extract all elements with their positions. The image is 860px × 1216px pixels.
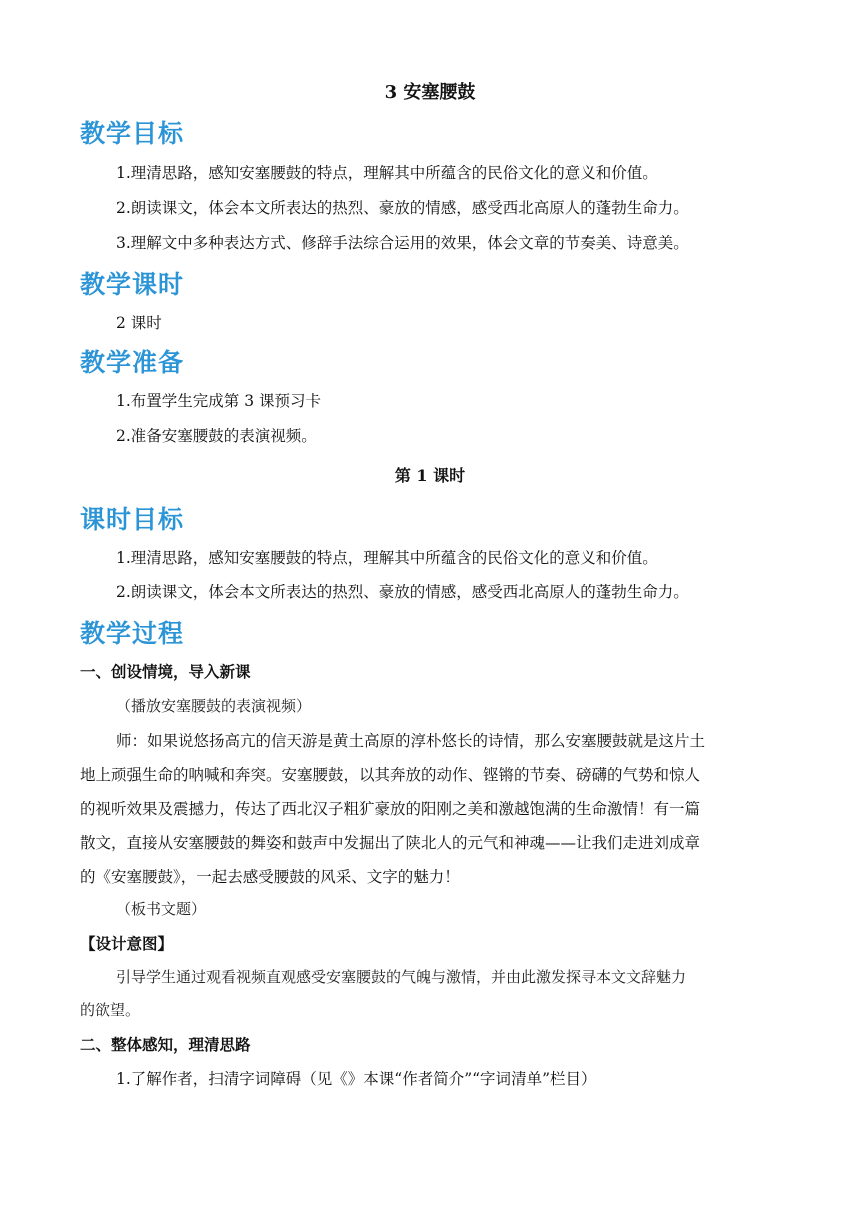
heading-teaching-process: 教学过程 [80, 619, 185, 648]
paragraph-line: 的《安塞腰鼓》，一起去感受腰鼓的风采、文字的魅力！ [80, 868, 460, 886]
section-title: 二、整体感知，理清思路 [80, 1036, 251, 1054]
section-title: 一、创设情境，导入新课 [80, 663, 251, 681]
paragraph-line: 散文，直接从安塞腰鼓的舞姿和鼓声中发掘出了陕北人的元气和神魂——让我们走进刘成章 [80, 834, 701, 852]
paragraph-line: 的欲望。 [80, 1001, 141, 1019]
paragraph-line: 地上顽强生命的呐喊和奔突。安塞腰鼓，以其奔放的动作、铿锵的节奏、磅礴的气势和惊人 [80, 766, 701, 784]
goal-item: 1.理清思路，感知安塞腰鼓的特点，理解其中所蕴含的民俗文化的意义和价值。 [116, 164, 658, 182]
lesson-title: 第 1 课时 [394, 466, 466, 485]
heading-teaching-prep: 教学准备 [80, 348, 185, 377]
stage-note: （播放安塞腰鼓的表演视频） [116, 697, 312, 715]
section-item: 1.了解作者，扫清字词障碍（见《》本课“作者简介”“字词清单”栏目） [116, 1070, 597, 1088]
design-intent-title: 【设计意图】 [80, 935, 174, 953]
hours-text: 2 课时 [116, 314, 162, 332]
paragraph-line: 的视听效果及震撼力，传达了西北汉子粗犷豪放的阳刚之美和激越饱满的生命激情！有一篇 [80, 800, 701, 818]
prep-item: 2.准备安塞腰鼓的表演视频。 [116, 427, 317, 445]
goal-item: 2.朗读课文，体会本文所表达的热烈、豪放的情感，感受西北高原人的蓬勃生命力。 [116, 199, 689, 217]
stage-note: （板书文题） [116, 900, 207, 918]
paragraph-line: 师：如果说悠扬高亢的信天游是黄土高原的淳朴悠长的诗情，那么安塞腰鼓就是这片土 [116, 732, 706, 750]
heading-lesson-goals: 课时目标 [80, 505, 185, 534]
document-title: 3 安塞腰鼓 [384, 82, 476, 103]
heading-teaching-goals: 教学目标 [80, 119, 185, 148]
goal-item: 3.理解文中多种表达方式、修辞手法综合运用的效果，体会文章的节奏美、诗意美。 [116, 234, 689, 252]
prep-item: 1.布置学生完成第 3 课预习卡 [116, 392, 322, 410]
lesson-goal-item: 2.朗读课文，体会本文所表达的热烈、豪放的情感，感受西北高原人的蓬勃生命力。 [116, 583, 689, 601]
heading-teaching-hours: 教学课时 [80, 270, 185, 299]
paragraph-line: 引导学生通过观看视频直观感受安塞腰鼓的气魄与激情，并由此激发探寻本文文辞魅力 [116, 968, 687, 986]
lesson-goal-item: 1.理清思路，感知安塞腰鼓的特点，理解其中所蕴含的民俗文化的意义和价值。 [116, 549, 658, 567]
